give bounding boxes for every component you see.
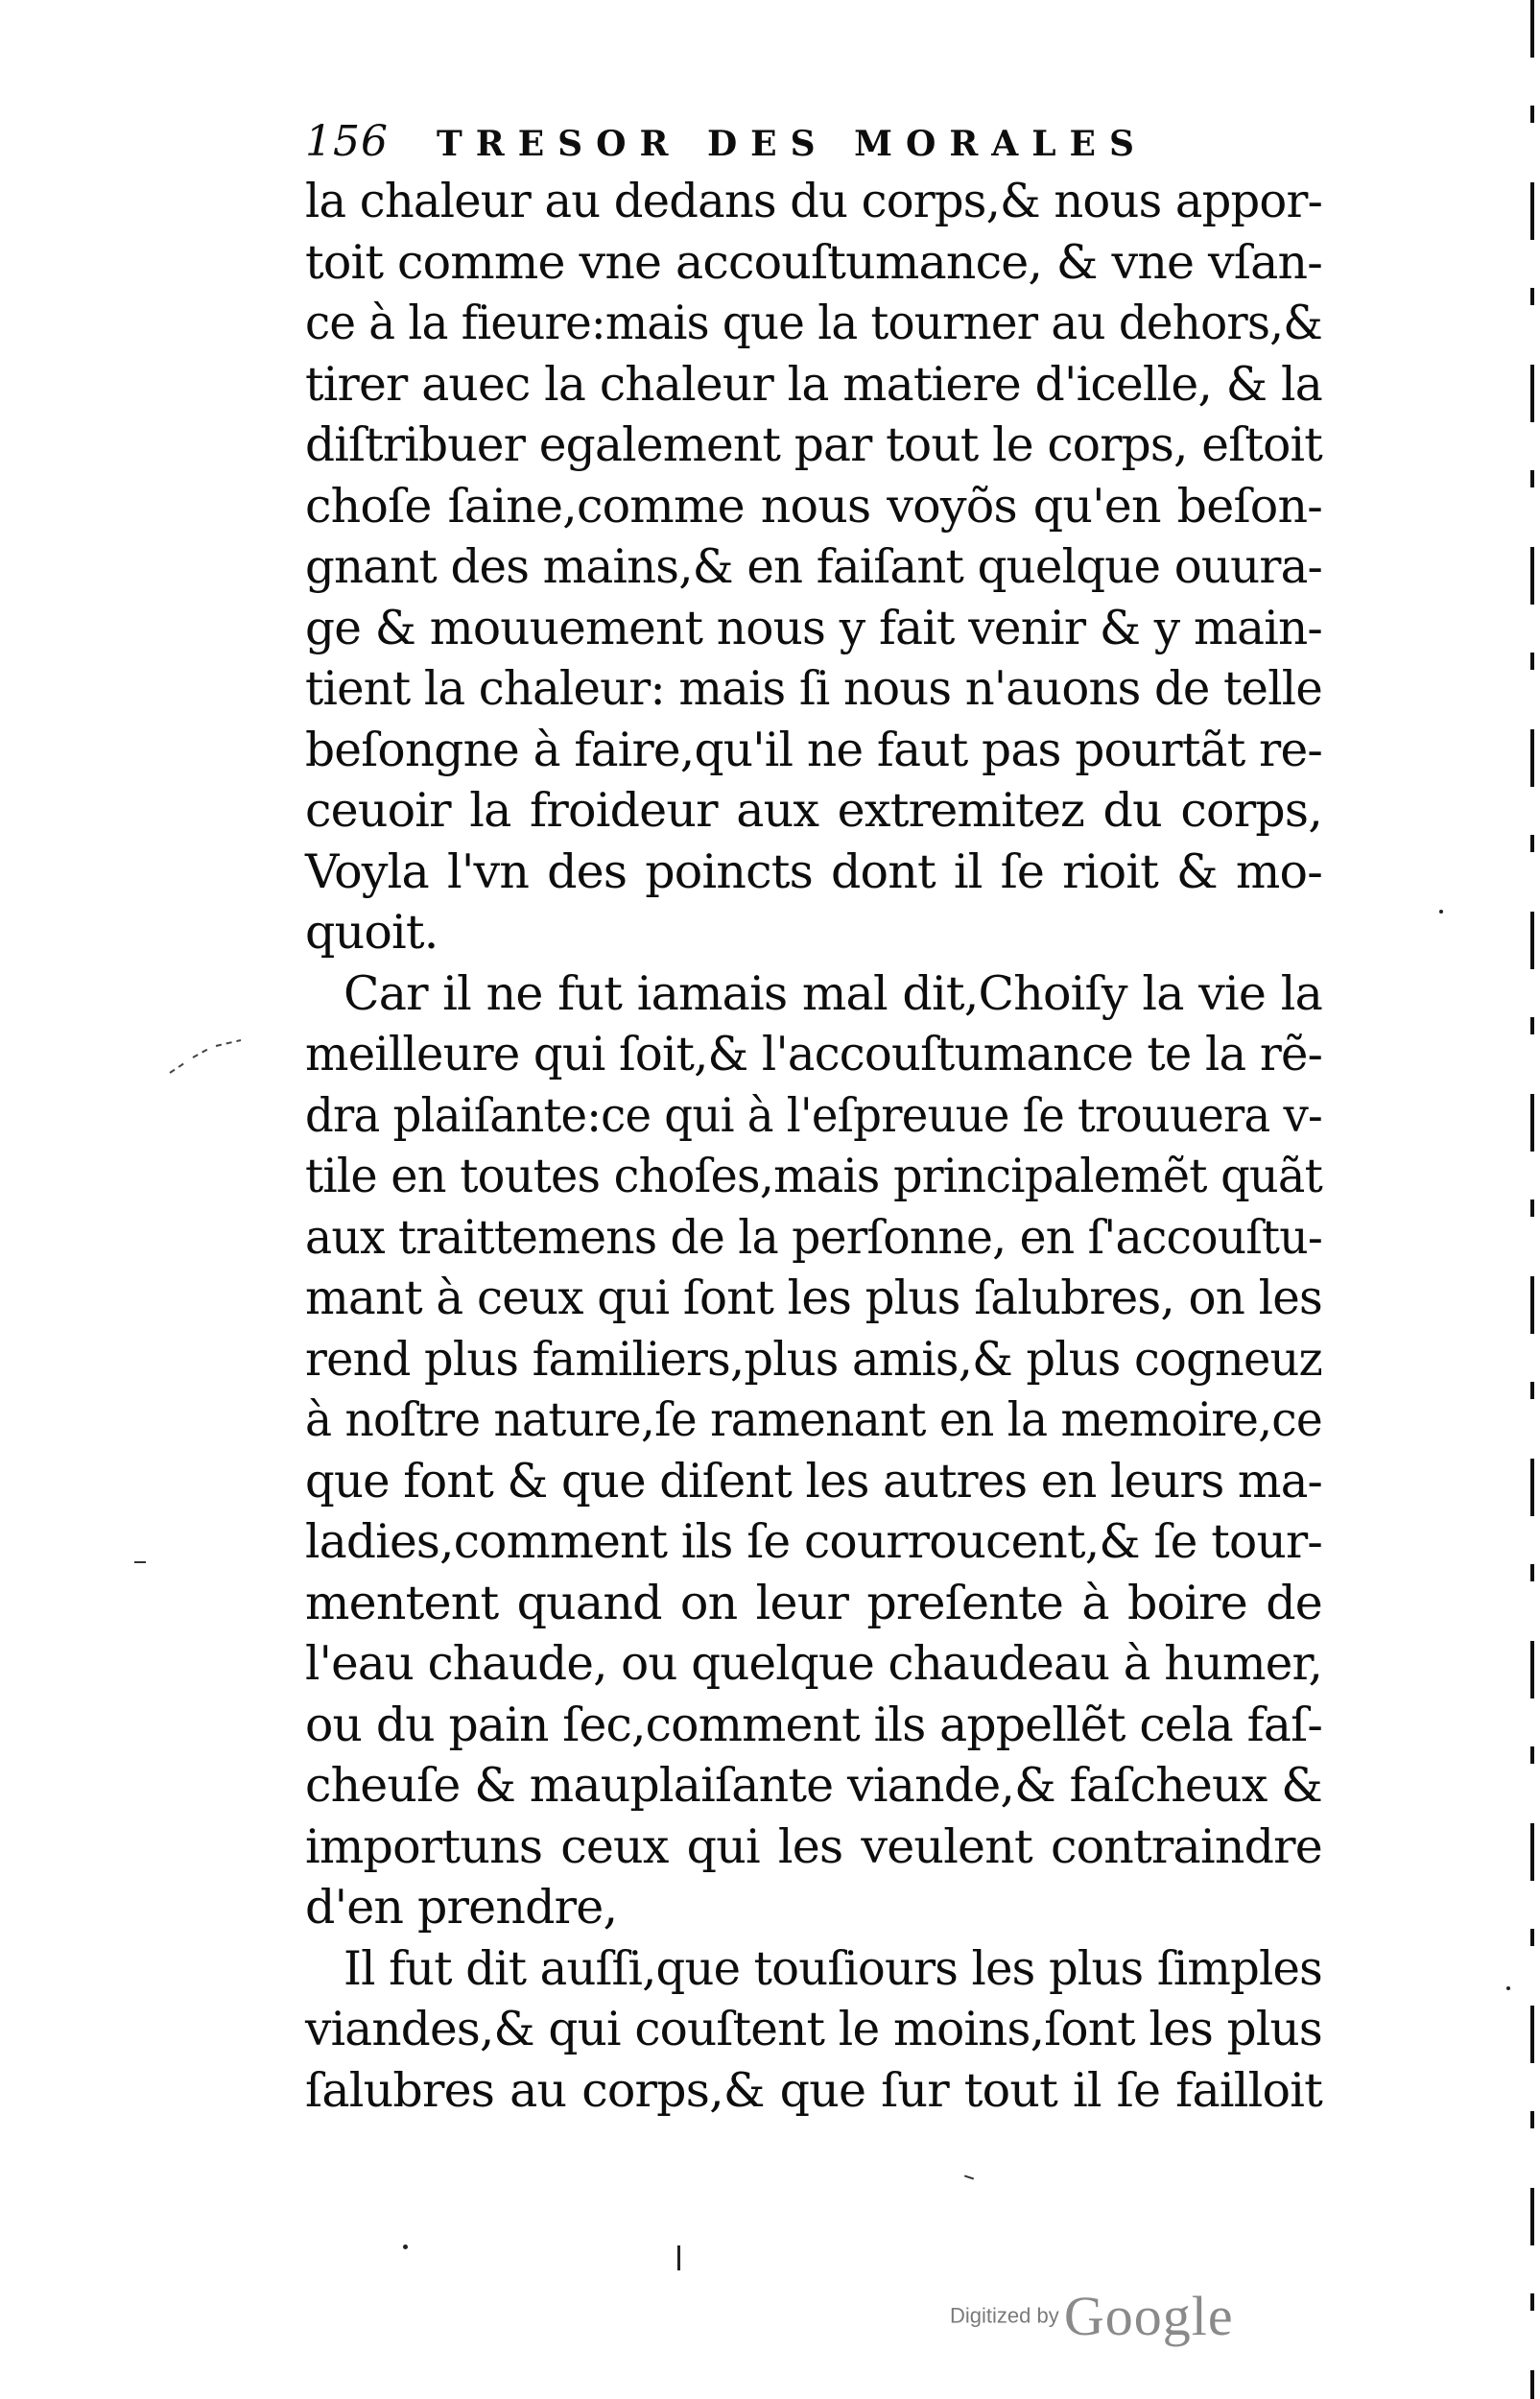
text-line: ceuoir la froideur aux extremitez du corps, xyxy=(305,783,1322,838)
text-line: l'eau chaude, ou quelque chaudeau à humer, xyxy=(305,1636,1322,1691)
text-line: Voyla l'vn des poincts dont il ſe rioit & mo- xyxy=(305,843,1322,899)
text-line: Il fut dit auſſi,que touſiours les plus ſimples xyxy=(344,1940,1322,1996)
text-line: ce à la fieure:mais que la tourner au dehors,& xyxy=(305,296,1322,350)
running-title: TRESOR DES MORALES xyxy=(436,124,1148,164)
digitization-watermark xyxy=(950,2284,1234,2361)
text-line: tirer auec la chaleur la matiere d'icelle, & la xyxy=(305,356,1322,412)
text-line: tient la chaleur: mais ſi nous n'auons de telle xyxy=(305,661,1322,716)
text-line: mant à ceux qui ſont les plus ſalubres, on les xyxy=(305,1271,1322,1325)
text-line: ou du pain ſec,comment ils appellẽt cela faſ- xyxy=(305,1697,1322,1752)
text-line: d'en prendre, xyxy=(305,1880,618,1935)
text-line: la chaleur au dedans du corps,& nous appor- xyxy=(305,174,1322,228)
margin-scribble-icon xyxy=(168,1038,245,1077)
text-line: diſtribuer egalement par tout le corps, eſtoit xyxy=(305,417,1322,472)
text-line: ge & mouuement nous y fait venir & y main- xyxy=(305,600,1322,655)
text-line: à noſtre nature,ſe ramenant en la memoire,ce xyxy=(305,1392,1322,1447)
text-line: aux traittemens de la perſonne, en ſ'accouſtu- xyxy=(305,1209,1322,1265)
body-text xyxy=(305,171,1322,2121)
text-line: Car il ne fut iamais mal dit,Choiſy la vie la xyxy=(344,965,1322,1021)
paper-speck xyxy=(1506,1986,1510,1990)
text-line: que font & que diſent les autres en leurs ma- xyxy=(305,1453,1322,1508)
text-line: cheuſe & mauplaiſante viande,& faſcheux & xyxy=(305,1758,1322,1813)
text-line: dra plaiſante:ce qui à l'eſpreuue ſe trouuera v- xyxy=(305,1087,1322,1143)
paper-speck xyxy=(403,2245,408,2249)
text-line: tile en toutes choſes,mais principalemẽt quãt xyxy=(305,1149,1322,1203)
text-line: beſongne à faire,qu'il ne faut pas pourtãt re- xyxy=(305,722,1322,777)
text-line: gnant des mains,& en faiſant quelque ouura- xyxy=(305,539,1322,594)
text-line: choſe ſaine,comme nous voyõs qu'en beſon- xyxy=(305,478,1322,534)
margin-dash xyxy=(964,2175,974,2180)
paper-speck xyxy=(1439,910,1443,914)
text-line: quoit. xyxy=(305,905,438,960)
watermark-brand: Google xyxy=(1063,2285,1234,2347)
page-edge-shadow xyxy=(1530,0,1534,2399)
text-line: ſalubres au corps,& que ſur tout il ſe failloit xyxy=(305,2062,1322,2118)
text-line: importuns ceux qui les veulent contraindre xyxy=(305,1818,1322,1874)
text-line: meilleure qui ſoit,& l'accouſtumance te la rẽ- xyxy=(305,1027,1322,1081)
text-line: toit comme vne accouſtumance, & vne vſan- xyxy=(305,234,1322,290)
margin-dash xyxy=(134,1561,146,1563)
paper-mark xyxy=(677,2245,680,2270)
text-line: ladies,comment ils ſe courroucent,& ſe tour- xyxy=(305,1514,1322,1569)
text-line: rend plus familiers,plus amis,& plus cogneuz xyxy=(305,1331,1322,1387)
page-number: 156 xyxy=(305,117,389,166)
text-line: mentent quand on leur preſente à boire de xyxy=(305,1575,1322,1630)
page-header xyxy=(305,113,1265,171)
text-line: viandes,& qui couſtent le moins,ſont les plus xyxy=(305,2002,1322,2056)
watermark-prefix: Digitized by xyxy=(950,2303,1059,2328)
